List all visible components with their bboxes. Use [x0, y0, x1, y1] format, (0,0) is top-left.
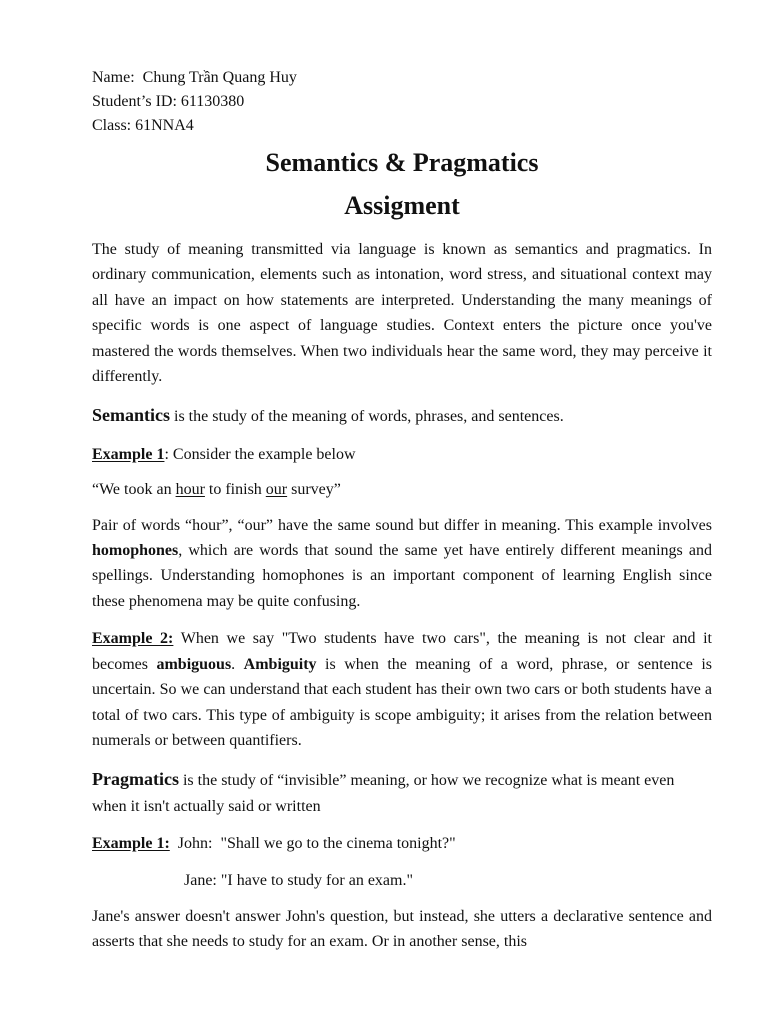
quote-word-hour: hour — [175, 481, 205, 499]
explanation-part-b: , which are words that sound the same yet have entirely different meanings and spellings. Understanding homophones is an important component of learning English since these phenomena may be quite confusing. — [92, 542, 712, 610]
name-value: Chung Trần Quang Huy — [142, 69, 297, 86]
pragmatics-definition — [92, 767, 712, 819]
student-id-label: Student’s ID: — [92, 93, 177, 110]
pragmatics-example-1-explanation: Jane's answer doesn't answer John's question, but instead, she utters a declarative sentence and asserts that she needs to study for an exam. Or in another sense, this — [92, 907, 712, 951]
semantics-definition — [92, 403, 712, 429]
quote-mid: to finish — [204, 481, 266, 499]
name-label: Name: — [92, 69, 135, 86]
pragmatics-term: Pragmatics — [92, 769, 179, 790]
pragmatics-example-1-label: Example 1: — [92, 835, 170, 853]
semantics-example-2-label: Example 2: — [92, 630, 174, 648]
pragmatics-definition-text: is the study of “invisible” meaning, or how we recognize what is meant even when it isn't actually said or written — [92, 772, 675, 815]
ambiguity-term: Ambiguity — [243, 655, 317, 673]
quote-open: “We took an — [92, 481, 176, 499]
example-2-text-a: When we say "Two students have two cars", the meaning is not clear and it becomes — [92, 630, 712, 673]
pragmatics-example-1-jane: Jane: "I have to study for an exam." — [184, 871, 413, 889]
class-line — [92, 114, 712, 138]
student-id-value: 61130380 — [180, 93, 245, 110]
semantics-example-1-quote — [92, 477, 712, 502]
title-line-2: Assigment — [344, 191, 460, 220]
title-line-1: Semantics & Pragmatics — [265, 148, 539, 177]
name-line — [92, 66, 712, 90]
semantics-example-1-text: : Consider the example below — [164, 445, 356, 463]
quote-close: survey” — [287, 481, 341, 499]
class-value: 61NNA4 — [135, 117, 194, 134]
semantics-example-1-explanation — [92, 513, 712, 615]
homophones-term: homophones — [92, 542, 179, 560]
page-title — [92, 141, 712, 227]
intro-paragraph: The study of meaning transmitted via language is known as semantics and pragmatics. In ordinary communication, elements such as intonation, word stress, and situational context may all have an impact on how statements are interpreted. Understanding the many meanings of specific words is one aspect of language studies. Context enters the picture once you've mastered the words themselves. When two individuals hear the same word, they may perceive it differently. — [92, 241, 712, 386]
student-info — [92, 66, 712, 138]
example-2-text-b: . — [231, 655, 244, 673]
john-line: John: "Shall we go to the cinema tonight?" — [169, 835, 456, 853]
pragmatics-example-1-john — [92, 831, 712, 856]
ambiguous-term: ambiguous — [156, 655, 232, 673]
semantics-definition-text: is the study of the meaning of words, phrases, and sentences. — [170, 408, 564, 426]
example-2-text-c: is when the meaning of a word, phrase, or sentence is uncertain. So we can understand that each student has their own two cars or both students have a total of two cars. This type of ambiguity is scope ambiguity; it arises from the relation between numerals or between quantifiers. — [92, 655, 712, 749]
explanation-part-a: Pair of words “hour”, “our” have the same sound but differ in meaning. This example involves — [92, 516, 712, 534]
quote-word-our: our — [265, 481, 288, 499]
semantics-example-1-heading — [92, 442, 712, 467]
semantics-example-2 — [92, 626, 712, 753]
class-label: Class: — [92, 117, 132, 134]
semantics-example-1-label: Example 1 — [92, 445, 165, 463]
semantics-term: Semantics — [92, 405, 170, 426]
student-id-line — [92, 90, 712, 114]
